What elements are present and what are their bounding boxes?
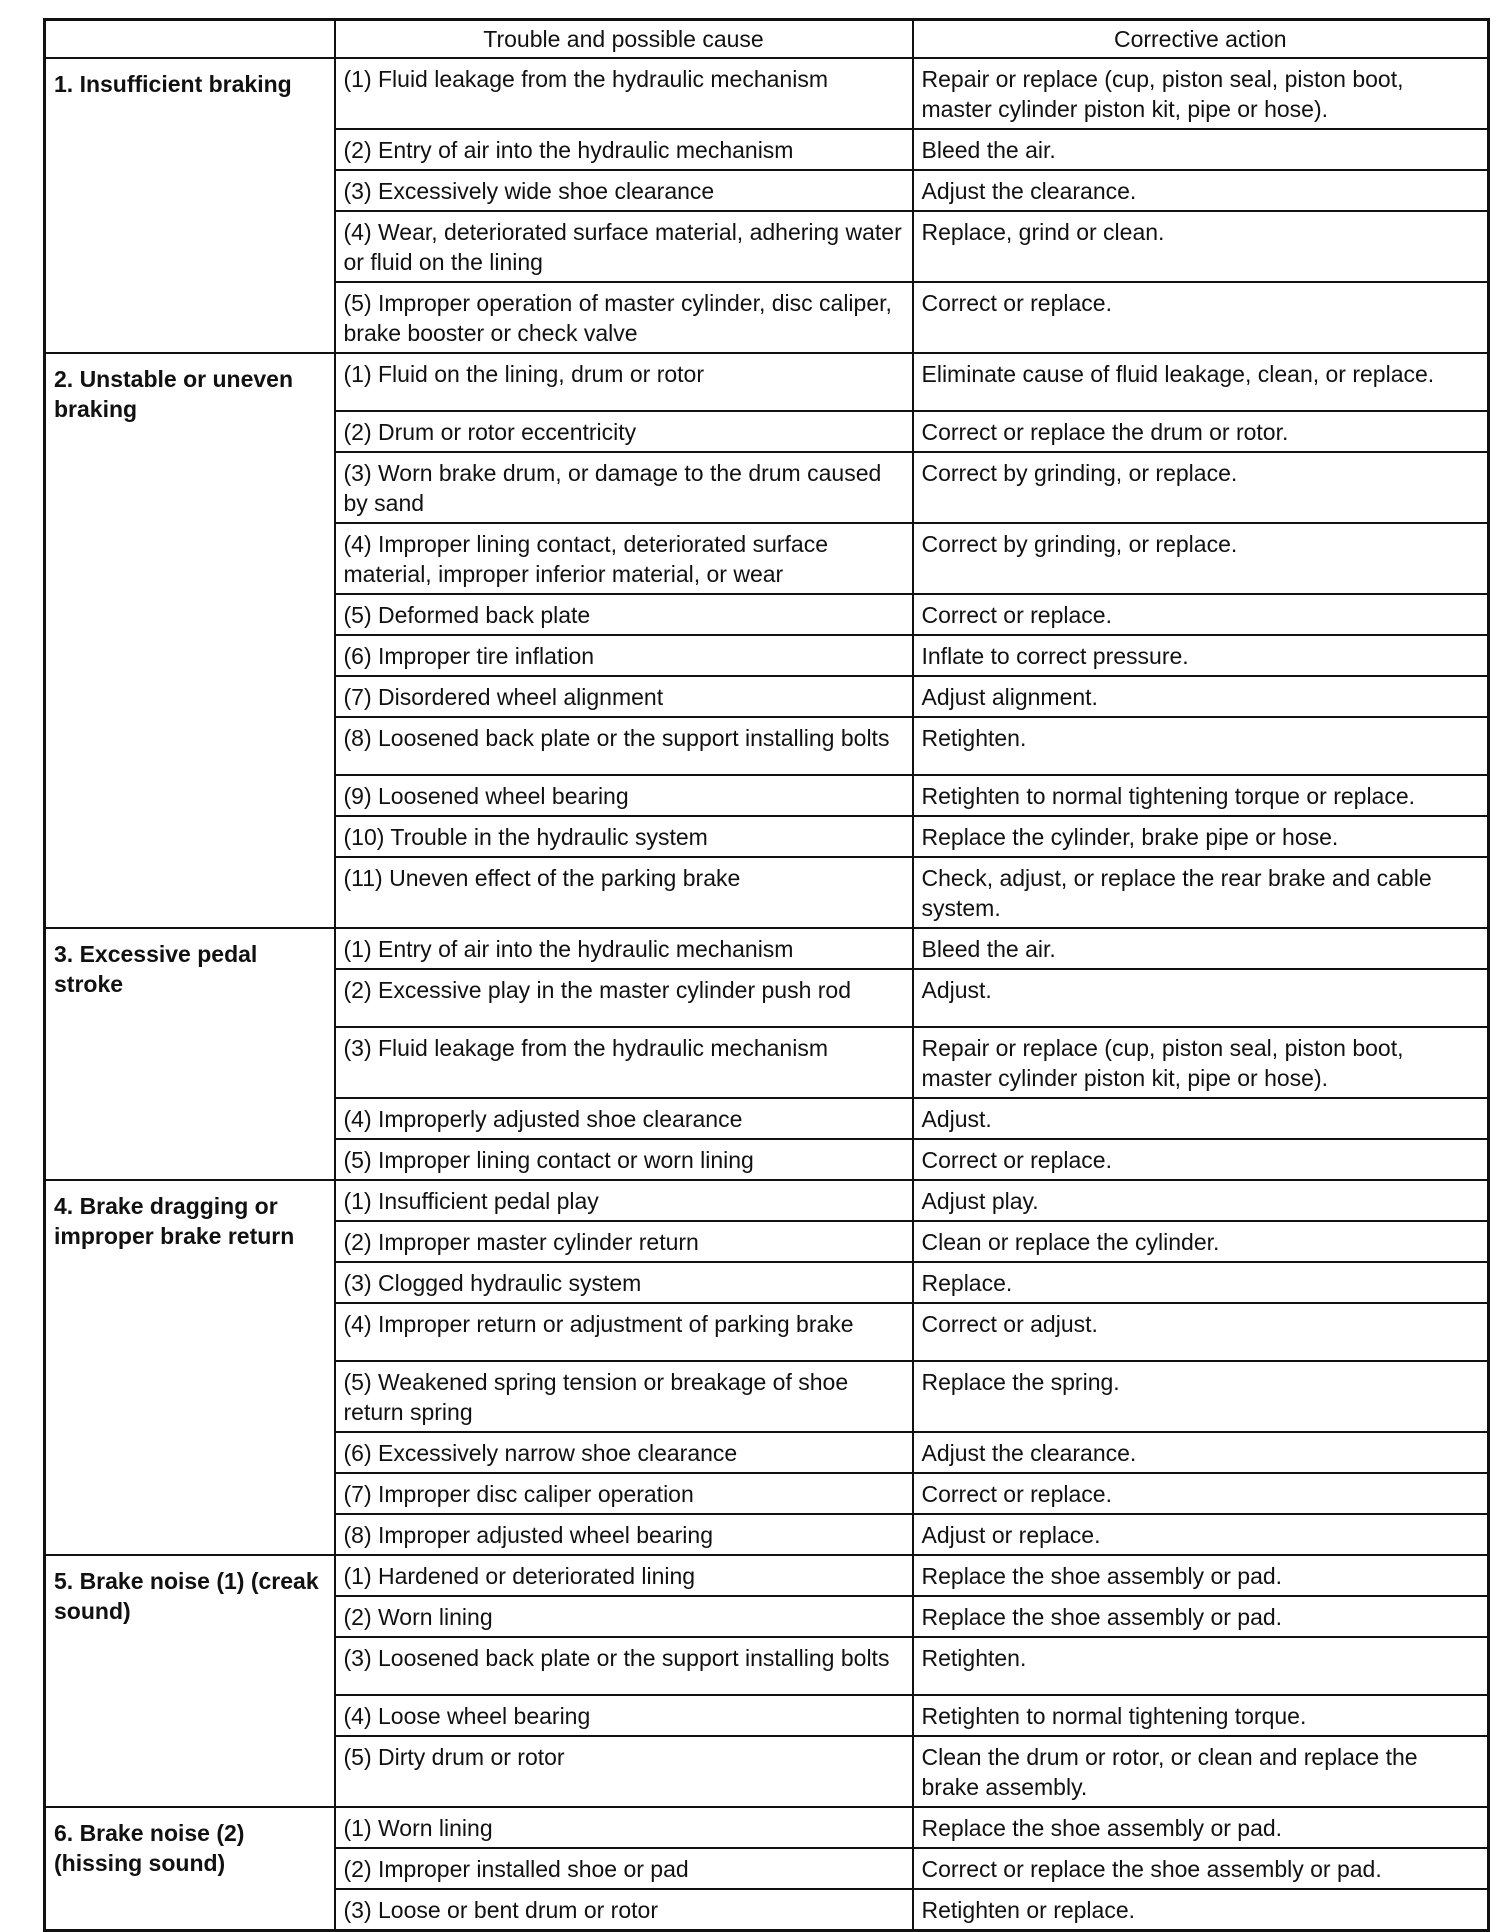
cause-cell: (2) Excessive play in the master cylinder push rod [335,969,913,1027]
action-cell: Retighten to normal tightening torque. [913,1695,1489,1736]
cause-cell: (1) Worn lining [335,1807,913,1848]
table-row [45,1555,1489,1596]
trouble-cell: 6. Brake noise (2) (hissing sound) [45,1807,335,1931]
cause-cell: (3) Excessively wide shoe clearance [335,170,913,211]
action-cell: Correct or adjust. [913,1303,1489,1361]
action-cell: Replace the spring. [913,1361,1489,1432]
cause-cell: (3) Worn brake drum, or damage to the drum caused by sand [335,452,913,523]
action-cell: Replace. [913,1262,1489,1303]
cause-cell: (2) Drum or rotor eccentricity [335,411,913,452]
cause-cell: (1) Insufficient pedal play [335,1180,913,1221]
action-cell: Adjust or replace. [913,1514,1489,1555]
cause-cell: (5) Dirty drum or rotor [335,1736,913,1807]
action-cell: Correct or replace the shoe assembly or pad. [913,1848,1489,1889]
trouble-header [45,20,335,59]
action-cell: Retighten. [913,717,1489,775]
table-row [45,1807,1489,1848]
cause-cell: (5) Weakened spring tension or breakage of shoe return spring [335,1361,913,1432]
cause-cell: (4) Improper return or adjustment of parking brake [335,1303,913,1361]
action-cell: Adjust the clearance. [913,170,1489,211]
cause-cell: (4) Improper lining contact, deteriorated surface material, improper inferior material, or wear [335,523,913,594]
action-cell: Adjust. [913,969,1489,1027]
cause-cell: (5) Deformed back plate [335,594,913,635]
trouble-cell: 2. Unstable or uneven braking [45,353,335,928]
table-row [45,1180,1489,1221]
action-cell: Replace the shoe assembly or pad. [913,1807,1489,1848]
action-cell: Correct or replace. [913,594,1489,635]
cause-cell: (9) Loosened wheel bearing [335,775,913,816]
action-cell: Inflate to correct pressure. [913,635,1489,676]
action-cell: Adjust. [913,1098,1489,1139]
cause-cell: (5) Improper operation of master cylinder, disc caliper, brake booster or check valve [335,282,913,353]
cause-cell: (1) Fluid on the lining, drum or rotor [335,353,913,411]
action-cell: Bleed the air. [913,928,1489,969]
action-cell: Bleed the air. [913,129,1489,170]
cause-cell: (3) Loosened back plate or the support installing bolts [335,1637,913,1695]
action-cell: Replace the shoe assembly or pad. [913,1555,1489,1596]
action-cell: Adjust the clearance. [913,1432,1489,1473]
action-cell: Clean or replace the cylinder. [913,1221,1489,1262]
table-row [45,353,1489,411]
action-cell: Repair or replace (cup, piston seal, piston boot, master cylinder piston kit, pipe or hose). [913,58,1489,129]
cause-cell: (4) Wear, deteriorated surface material, adhering water or fluid on the lining [335,211,913,282]
action-cell: Adjust alignment. [913,676,1489,717]
trouble-cell: 4. Brake dragging or improper brake return [45,1180,335,1555]
cause-cell: (1) Hardened or deteriorated lining [335,1555,913,1596]
trouble-cell: 3. Excessive pedal stroke [45,928,335,1180]
action-cell: Eliminate cause of fluid leakage, clean, or replace. [913,353,1489,411]
action-cell: Correct or replace. [913,1139,1489,1180]
cause-cell: (8) Loosened back plate or the support installing bolts [335,717,913,775]
cause-cell: (4) Loose wheel bearing [335,1695,913,1736]
action-cell: Replace the cylinder, brake pipe or hose. [913,816,1489,857]
action-cell: Retighten or replace. [913,1889,1489,1931]
action-cell: Correct or replace the drum or rotor. [913,411,1489,452]
action-cell: Clean the drum or rotor, or clean and replace the brake assembly. [913,1736,1489,1807]
cause-cell: (3) Loose or bent drum or rotor [335,1889,913,1931]
action-header: Corrective action [913,20,1489,59]
cause-cell: (3) Clogged hydraulic system [335,1262,913,1303]
action-cell: Correct or replace. [913,282,1489,353]
action-cell: Correct by grinding, or replace. [913,523,1489,594]
cause-cell: (6) Excessively narrow shoe clearance [335,1432,913,1473]
trouble-cell: 1. Insufficient braking [45,58,335,353]
action-cell: Correct or replace. [913,1473,1489,1514]
cause-cell: (1) Fluid leakage from the hydraulic mechanism [335,58,913,129]
action-cell: Retighten to normal tightening torque or replace. [913,775,1489,816]
cause-cell: (3) Fluid leakage from the hydraulic mechanism [335,1027,913,1098]
action-cell: Replace the shoe assembly or pad. [913,1596,1489,1637]
troubleshooting-table [43,18,1490,1932]
cause-cell: (8) Improper adjusted wheel bearing [335,1514,913,1555]
table-row [45,58,1489,129]
cause-cell: (11) Uneven effect of the parking brake [335,857,913,928]
cause-cell: (4) Improperly adjusted shoe clearance [335,1098,913,1139]
cause-cell: (6) Improper tire inflation [335,635,913,676]
cause-cell: (2) Worn lining [335,1596,913,1637]
trouble-cell: 5. Brake noise (1) (creak sound) [45,1555,335,1807]
action-cell: Adjust play. [913,1180,1489,1221]
action-cell: Check, adjust, or replace the rear brake and cable system. [913,857,1489,928]
cause-cell: (2) Entry of air into the hydraulic mechanism [335,129,913,170]
cause-cell: (5) Improper lining contact or worn lining [335,1139,913,1180]
action-cell: Repair or replace (cup, piston seal, piston boot, master cylinder piston kit, pipe or hose). [913,1027,1489,1098]
action-cell: Correct by grinding, or replace. [913,452,1489,523]
cause-cell: (7) Disordered wheel alignment [335,676,913,717]
cause-cell: (7) Improper disc caliper operation [335,1473,913,1514]
cause-cell: (1) Entry of air into the hydraulic mechanism [335,928,913,969]
table-body [45,58,1489,1931]
table-row [45,928,1489,969]
cause-cell: (10) Trouble in the hydraulic system [335,816,913,857]
cause-cell: (2) Improper installed shoe or pad [335,1848,913,1889]
cause-header: Trouble and possible cause [335,20,913,59]
cause-cell: (2) Improper master cylinder return [335,1221,913,1262]
action-cell: Retighten. [913,1637,1489,1695]
header-row [45,20,1489,59]
action-cell: Replace, grind or clean. [913,211,1489,282]
